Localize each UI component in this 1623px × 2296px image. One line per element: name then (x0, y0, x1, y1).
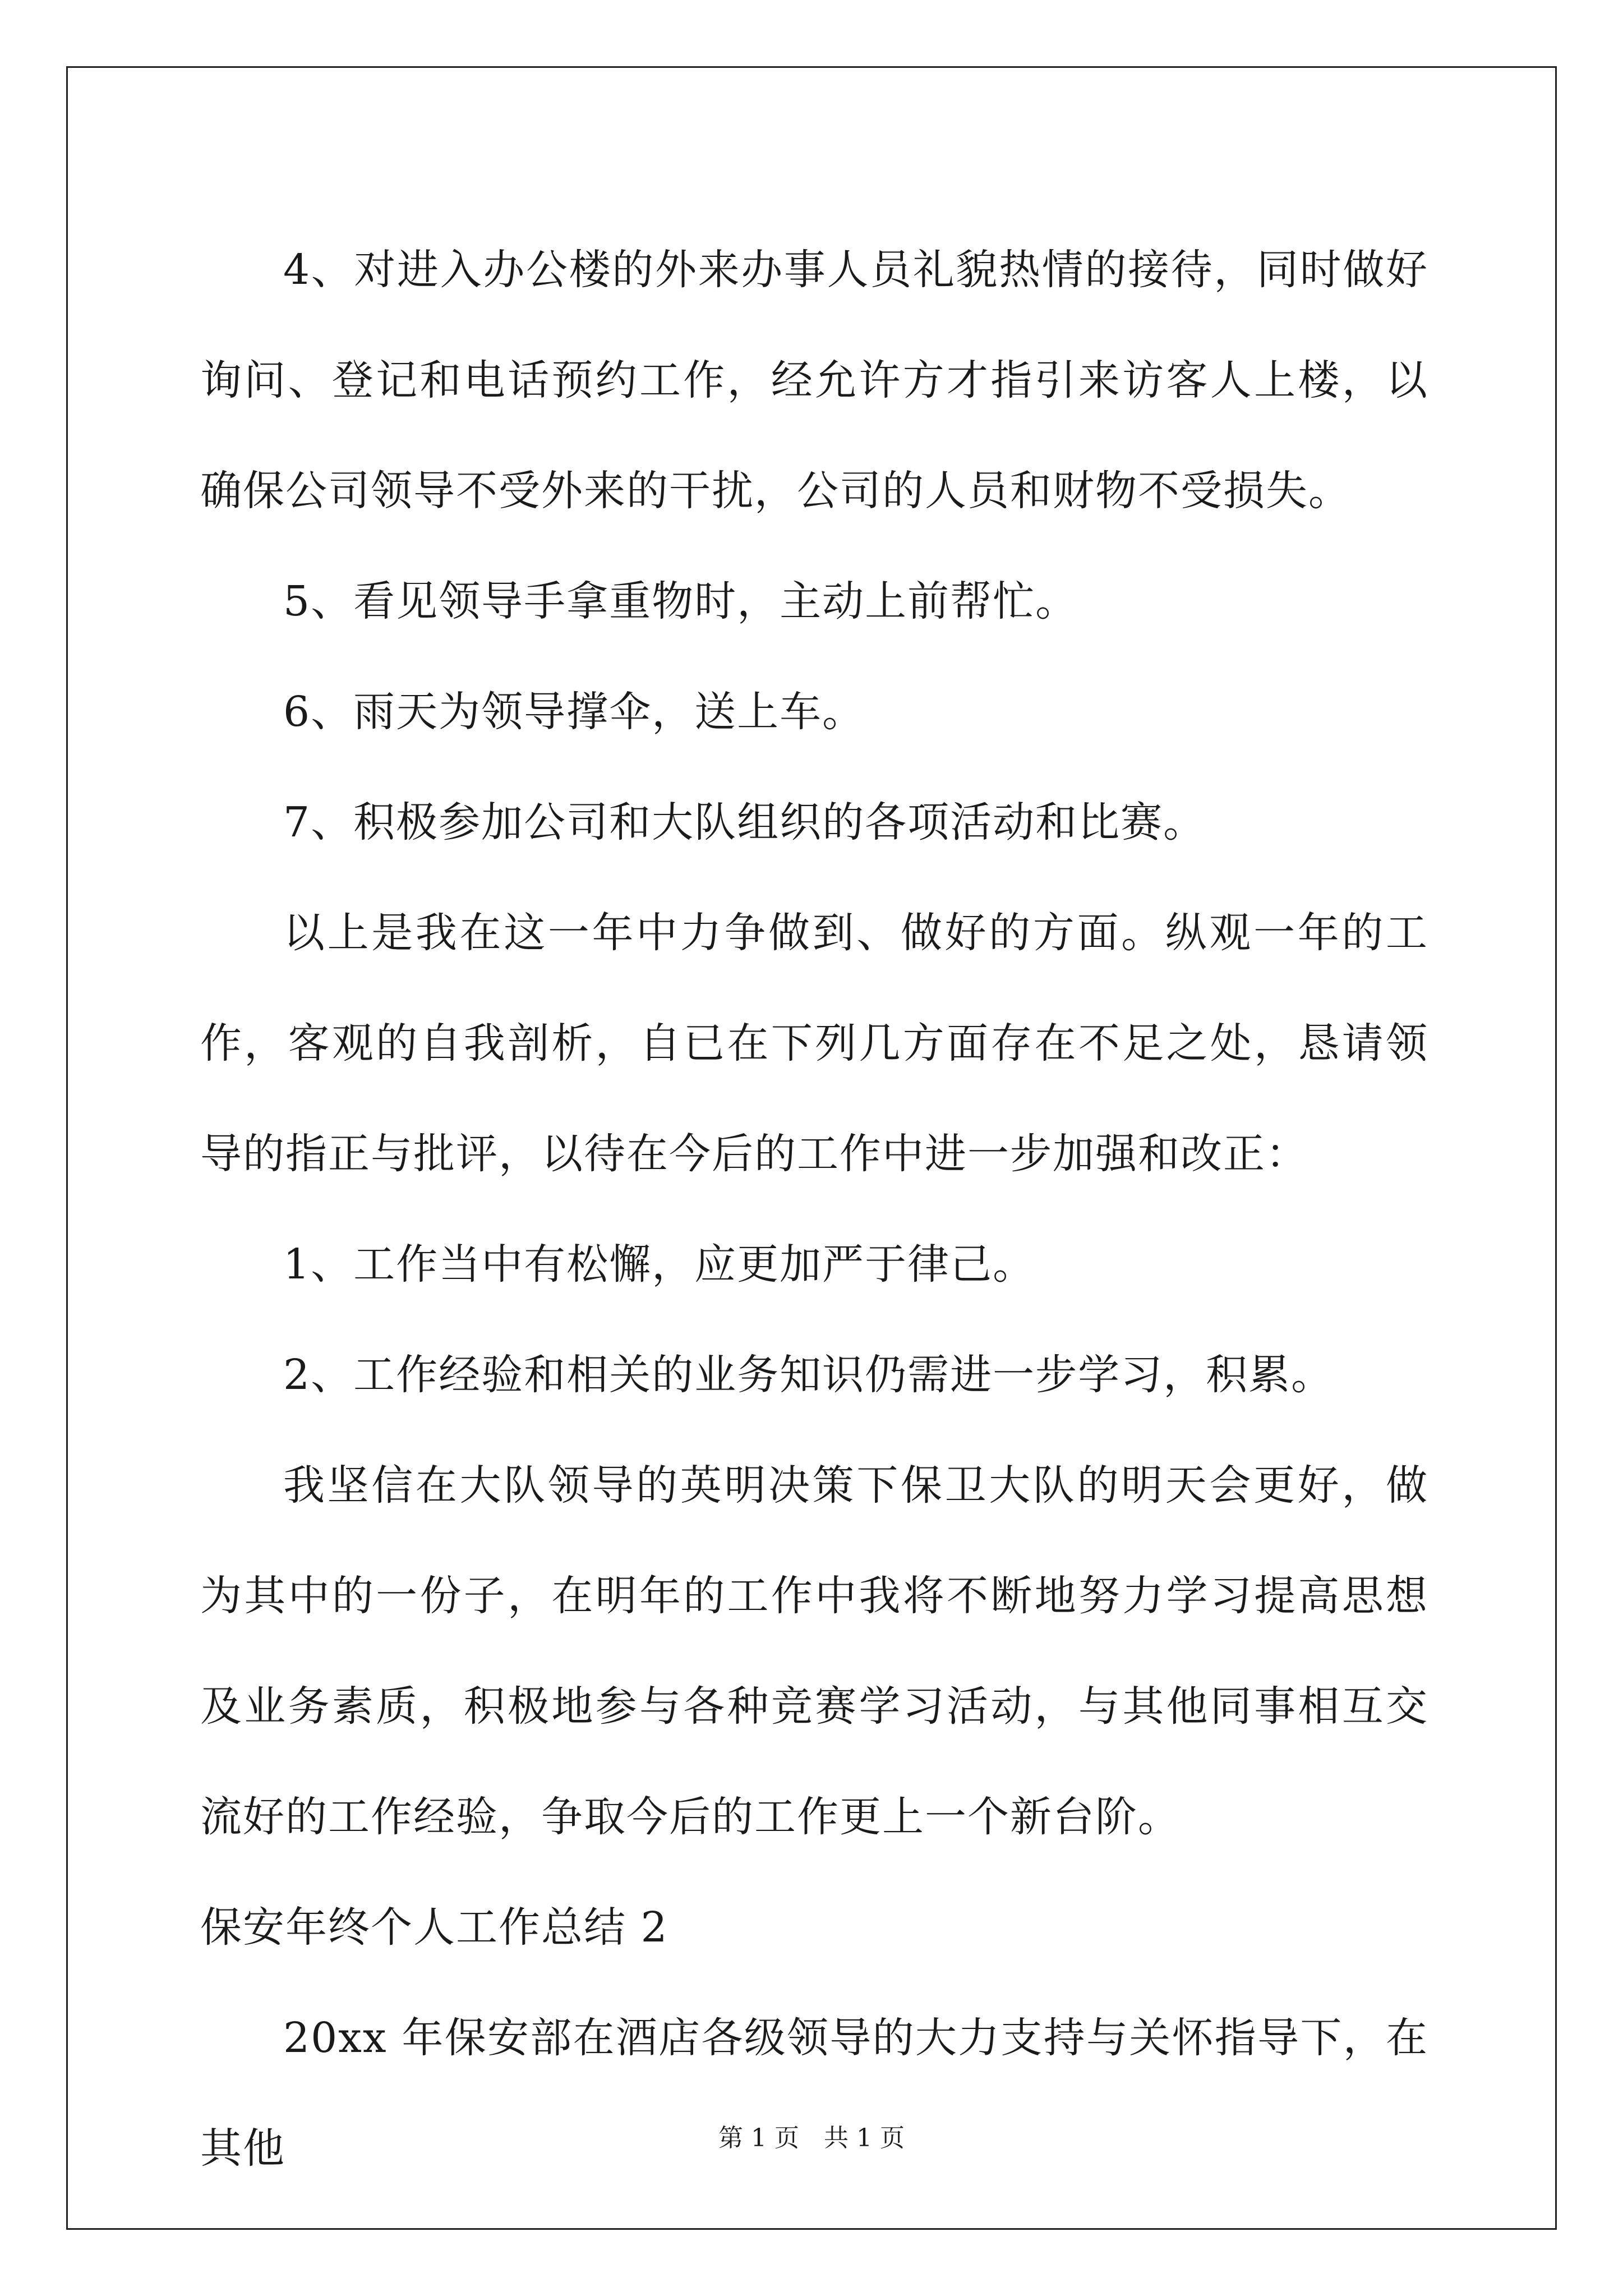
page-total-label: 共 1 页 (824, 2124, 905, 2152)
paragraph-item-6: 6、雨天为领导撑伞，送上车。 (283, 688, 865, 736)
paragraph-self-review: 以上是我在这一年中力争做到、做好的方面。纵观一年的工作，客观的自我剖析，自已在下列几方面存在不足之处，恳请领导的指正与批评，以待在今后的工作中进一步加强和改正： (200, 909, 1428, 1178)
paragraph-conclusion: 我坚信在大队领导的英明决策下保卫大队的明天会更好，做为其中的一份子，在明年的工作中我将不断地努力学习提高思想及业务素质，积极地参与各种竞赛学习活动，与其他同事相互交流好的工作经验，争取今后的工作更上一个新台阶。 (200, 1461, 1428, 1841)
page-number-label: 第 1 页 (718, 2124, 799, 2152)
paragraph-section2-intro: 20xx 年保安部在酒店各级领导的大力支持与关怀指导下，在其他 (200, 2014, 1428, 2173)
document-body (200, 215, 1428, 2204)
page-footer (0, 2118, 1623, 2154)
paragraph-shortcoming-2: 2、工作经验和相关的业务知识仍需进一步学习，积累。 (283, 1351, 1334, 1399)
paragraph-item-7: 7、积极参加公司和大队组织的各项活动和比赛。 (283, 798, 1206, 846)
paragraph-item-5: 5、看见领导手拿重物时，主动上前帮忙。 (283, 577, 1078, 625)
paragraph-shortcoming-1: 1、工作当中有松懈，应更加严于律己。 (283, 1240, 1036, 1289)
paragraph-item-4: 4、对进入办公楼的外来办事人员礼貌热情的接待，同时做好询问、登记和电话预约工作，经允许方才指引来访客人上楼，以确保公司领导不受外来的干扰，公司的人员和财物不受损失。 (200, 246, 1428, 515)
section-heading: 保安年终个人工作总结 2 (200, 1903, 668, 1952)
